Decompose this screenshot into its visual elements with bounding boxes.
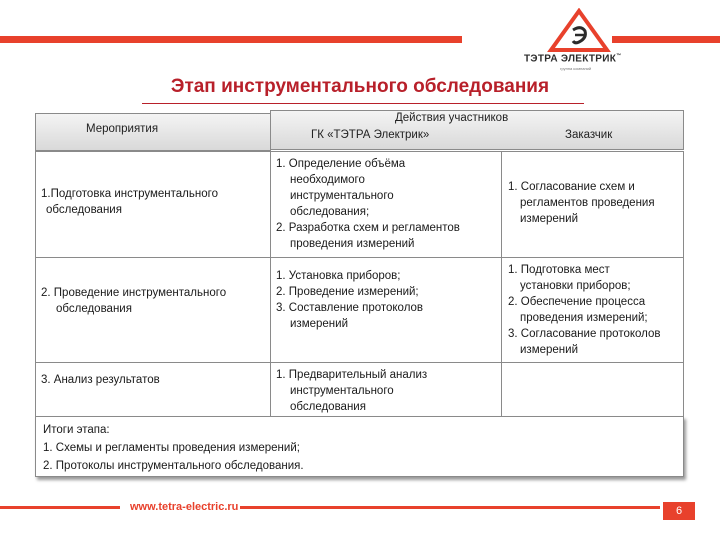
logo-subtitle: группа компаний [560, 66, 592, 71]
row-1-client: 1. Согласование схем и регламентов проведения измерений [508, 181, 655, 225]
header-events [35, 113, 271, 151]
header-actions [270, 110, 684, 150]
footer-line-right [240, 506, 660, 509]
tetra-logo-icon [544, 8, 614, 52]
row-3-company: 1. Предварительный анализ инструментального обследования [276, 369, 428, 413]
title-underline [142, 103, 584, 104]
footer-line-left [0, 506, 120, 509]
page-number: 6 [663, 502, 695, 520]
logo-name: ТЭТРА ЭЛЕКТРИК™ [524, 53, 622, 65]
header-events-label: Мероприятия [86, 123, 159, 135]
results-heading: Итоги этапа: [43, 424, 110, 436]
row-2-company: 1. Установка приборов; 2. Проведение измерений; 3. Составление протоколов измерений [276, 270, 424, 330]
row-3-client-cell [501, 362, 684, 417]
row-1-company: 1. Определение объёма необходимого инструментального обследования; 2. Разработка схем и регламентов проведения измерений [276, 158, 460, 250]
header-client-label: Заказчик [565, 129, 613, 141]
footer-website-link[interactable]: www.tetra-electric.ru [130, 501, 239, 513]
row-3-event: 3. Анализ результатов [41, 374, 160, 386]
page-title: Этап инструментального обследования [170, 76, 550, 97]
results-item: 1. Схемы и регламенты проведения измерений; [43, 442, 300, 454]
results-item: 2. Протоколы инструментального обследования. [43, 460, 304, 472]
row-1-event: 1.Подготовка инструментального обследования [41, 188, 218, 216]
company-logo [522, 8, 642, 70]
row-2-client: 1. Подготовка мест установки приборов; 2. Обеспечение процесса проведения измерений; 3. Согласование протоколов измерений [508, 264, 661, 356]
row-3-event-cell [35, 362, 271, 417]
stage-results [43, 421, 304, 475]
header-company-label: ГК «ТЭТРА Электрик» [311, 129, 430, 141]
row-2-event: 2. Проведение инструментального обследования [41, 287, 227, 315]
header-actions-label: Действия участников [395, 112, 509, 124]
